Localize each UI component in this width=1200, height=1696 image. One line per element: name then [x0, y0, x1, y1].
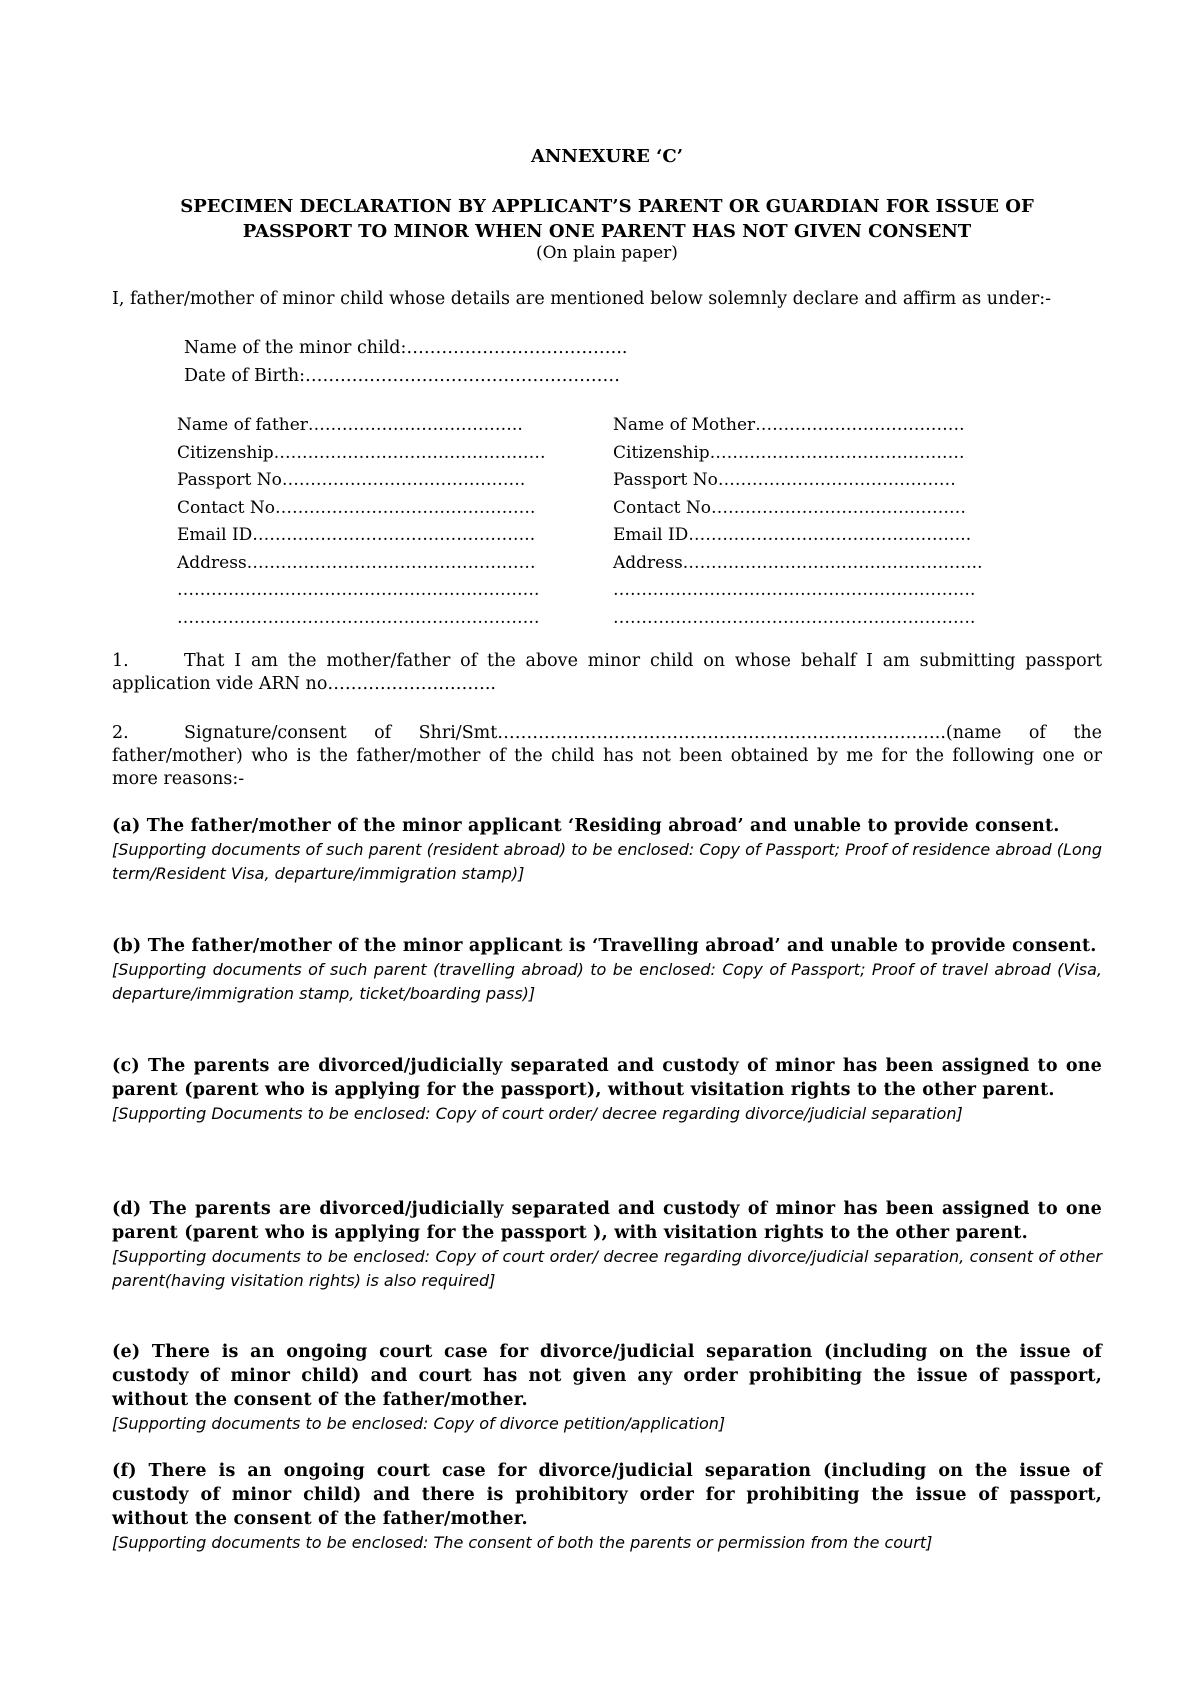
- reason-clause-a: [112, 814, 1102, 886]
- reason-clause-e: [112, 1340, 1102, 1436]
- father-address-line-2: ……………………………………………………….: [177, 580, 540, 600]
- intro-statement: I, father/mother of minor child whose details are mentioned below solemnly declare and affirm as under:-: [112, 289, 1052, 309]
- heading-line-1: SPECIMEN DECLARATION BY APPLICANT’S PARENT OR GUARDIAN FOR ISSUE OF: [180, 196, 1034, 217]
- mother-name-field: Name of Mother……………………………….: [613, 415, 965, 435]
- father-contact-field: Contact No……………………………………….: [177, 497, 536, 518]
- reason-clause-c: [112, 1054, 1102, 1126]
- heading-line-2: PASSPORT TO MINOR WHEN ONE PARENT HAS NOT GIVEN CONSENT: [242, 221, 972, 242]
- mother-address-line-2: ……………………………………………………….: [613, 580, 976, 600]
- clause-d-documents: [Supporting documents to be enclosed: Copy of court order/ decree regarding divorce/judicial separation, consent of other parent(having visitation rights) is also required]: [112, 1247, 1102, 1290]
- declaration-paragraph-2: [112, 722, 1102, 791]
- mother-details-column: [613, 412, 1033, 632]
- declaration-paragraph-1: [112, 650, 1102, 696]
- clause-a-title: (a) The father/mother of the minor applicant ‘Residing abroad’ and unable to provide consent.: [112, 816, 1060, 836]
- document-subheading: (On plain paper): [536, 243, 678, 263]
- mother-contact-field: Contact No………………………………………: [613, 497, 967, 518]
- father-name-field: Name of father………………………………..: [177, 415, 523, 435]
- annexure-title: ANNEXURE ‘C’: [530, 146, 684, 167]
- minor-child-dob-field: Date of Birth:………………………………………………: [184, 366, 621, 386]
- mother-address-line-3: ……………………………………………………….: [613, 607, 976, 628]
- father-citizenship-field: Citizenship…………………………………………: [177, 442, 546, 463]
- clause-c-documents: [Supporting Documents to be enclosed: Copy of court order/ decree regarding divorce/judicial separation]: [112, 1104, 963, 1123]
- mother-email-field: Email ID…………………………………………..: [613, 525, 972, 545]
- minor-child-name-field: Name of the minor child:………………………………..: [184, 338, 628, 358]
- clause-f-title: (f) There is an ongoing court case for divorce/judicial separation (including on the issue of custody of minor child) and there is prohibitory order for prohibiting the issue of passport, without the consent of the father/mother.: [112, 1461, 1102, 1529]
- mother-citizenship-field: Citizenship………………………………………: [613, 442, 965, 463]
- mother-passport-field: Passport No……………………………………: [613, 470, 956, 490]
- mother-address-field: Address……………………………………………..: [613, 552, 983, 573]
- father-address-line-3: ……………………………………………………….: [177, 607, 540, 628]
- paragraph-1-text: That I am the mother/father of the above minor child on whose behalf I am submitting passport application vide ARN no………………………..: [112, 651, 1102, 694]
- clause-d-title: (d) The parents are divorced/judicially separated and custody of minor has been assigned to one parent (parent who is applying for the passport ), with visitation rights to the other parent.: [112, 1199, 1102, 1243]
- paragraph-1-number: 1.: [112, 651, 129, 671]
- paragraph-2-text: Signature/consent of Shri/Smt…………………………………………………………………..(name of the father/mother) who is the father/mother of the child has not been obtained by me for the following one or more reasons:-: [112, 723, 1102, 789]
- paragraph-2-number: 2.: [112, 723, 129, 743]
- clause-e-documents: [Supporting documents to be enclosed: Copy of divorce petition/application]: [112, 1414, 726, 1433]
- father-email-field: Email ID…………………………………………..: [177, 525, 536, 545]
- reason-clause-d: [112, 1197, 1102, 1293]
- clause-c-title: (c) The parents are divorced/judicially separated and custody of minor has been assigned to one parent (parent who is applying for the passport), without visitation rights to the other parent.: [112, 1056, 1102, 1100]
- father-address-field: Address……………………………………………: [177, 552, 536, 573]
- clause-f-documents: [Supporting documents to be enclosed: The consent of both the parents or permission from the court]: [112, 1533, 933, 1552]
- clause-a-documents: [Supporting documents of such parent (resident abroad) to be enclosed: Copy of Passport; Proof of residence abroad (Long term/Resident Visa, departure/immigration stamp)]: [112, 840, 1102, 883]
- father-passport-field: Passport No…………………………………….: [177, 470, 526, 490]
- clause-b-documents: [Supporting documents of such parent (travelling abroad) to be enclosed: Copy of Passport; Proof of travel abroad (Visa, departure/immigration stamp, ticket/boarding pass)]: [112, 960, 1102, 1003]
- father-details-column: [177, 412, 597, 632]
- clause-b-title: (b) The father/mother of the minor applicant is ‘Travelling abroad’ and unable to provide consent.: [112, 936, 1097, 956]
- reason-clause-f: [112, 1459, 1102, 1555]
- document-heading: [112, 194, 1102, 244]
- clause-e-title: (e) There is an ongoing court case for divorce/judicial separation (including on the issue of custody of minor child) and court has not given any order prohibiting the issue of passport, without the consent of the father/mother.: [112, 1342, 1102, 1410]
- reason-clause-b: [112, 934, 1102, 1006]
